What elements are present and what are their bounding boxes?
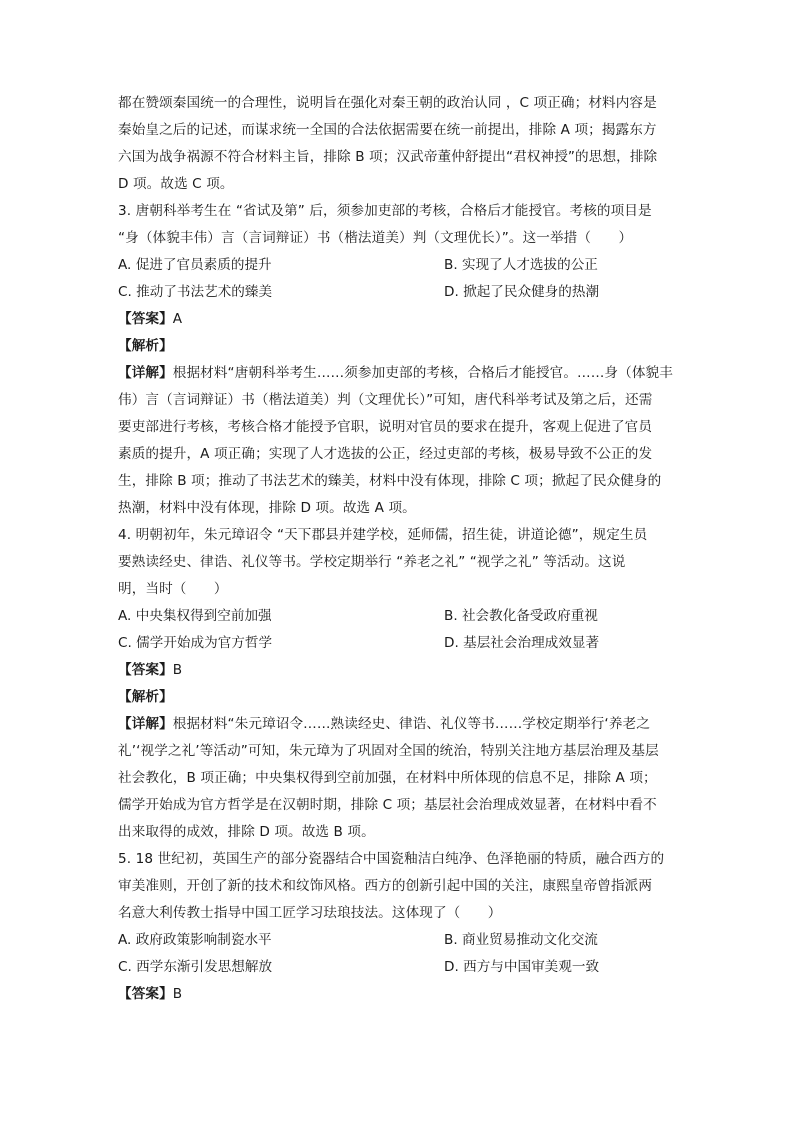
option-c: C. 儒学开始成为官方哲学: [118, 635, 273, 651]
question-5-options-row: [118, 954, 678, 981]
text-line: 都在赞颂秦国统一的合理性，说明旨在强化对秦王朝的政治认同 ，C 项正确；材料内容是: [118, 95, 657, 111]
option-a: A. 政府政策影响制瓷水平: [118, 932, 272, 948]
detail-line: 素质的提升，A 项正确；实现了人才选拔的公正，经过吏部的考核，极易导致不公正的发: [118, 446, 653, 462]
question-5-stem: 名意大利传教士指导中国工匠学习珐琅技法。这体现了（ ）: [118, 905, 502, 921]
answer-line: [118, 657, 678, 684]
detail-line: [118, 360, 678, 387]
detail-line: 儒学开始成为官方哲学是在汉朝时期，排除 C 项；基层社会治理成效显著，在材料中看不: [118, 797, 657, 813]
question-4-options-row: [118, 630, 678, 657]
answer-tag: 【答案】: [118, 311, 173, 327]
text-line: 六国为战争祸源不符合材料主旨，排除 B 项；汉武帝董仲舒提出“君权神授”的思想，排除: [118, 149, 658, 165]
answer-value: A: [172, 311, 183, 327]
answer-line: [118, 306, 678, 333]
text-line: 秦始皇之后的记述，而谋求统一全国的合法依据需要在统一前提出，排除 A 项；揭露东方: [118, 122, 657, 138]
analysis-tag: 【解析】: [118, 338, 173, 354]
document-content: [118, 90, 678, 1008]
option-a: A. 中央集权得到空前加强: [118, 608, 272, 624]
answer-value: B: [172, 662, 183, 678]
detail-text: 根据材料“唐朝科举考生……须参加吏部的考核，合格后才能授官。……身（体貌丰: [172, 365, 673, 381]
detail-line: 礼’‘视学之礼’等活动”可知，朱元璋为了巩固对全国的统治，特别关注地方基层治理及基层: [118, 743, 659, 759]
option-d: D. 掀起了民众健身的热潮: [444, 284, 600, 300]
answer-tag: 【答案】: [118, 986, 173, 1002]
option-c: C. 西学东渐引发思想解放: [118, 959, 273, 975]
option-d: D. 西方与中国审美观一致: [444, 959, 600, 975]
question-5-stem: 审美准则，开创了新的技术和纹饰风格。西方的创新引起中国的关注，康熙皇帝曾指派两: [118, 878, 653, 894]
detail-line: 社会教化，B 项正确；中央集权得到空前加强，在材料中所体现的信息不足，排除 A 项；: [118, 770, 657, 786]
option-d: D. 基层社会治理成效显著: [444, 635, 600, 651]
question-4-options-row: [118, 603, 678, 630]
detail-tag: 【详解】: [118, 365, 173, 381]
detail-line: 生，排除 B 项；推动了书法艺术的臻美，材料中没有体现，排除 C 项；掀起了民众健身的: [118, 473, 662, 489]
question-5-stem: 5. 18 世纪初，英国生产的部分瓷器结合中国瓷釉洁白纯净、色泽艳丽的特质，融合西方的: [118, 851, 665, 867]
option-b: B. 社会教化备受政府重视: [444, 608, 598, 624]
text-line: D 项。故选 C 项。: [118, 176, 234, 192]
answer-value: B: [172, 986, 183, 1002]
question-4-stem: 要熟读经史、律诰、礼仪等书。学校定期举行 “养老之礼” “视学之礼” 等活动。这说: [118, 554, 626, 570]
option-a: A. 促进了官员素质的提升: [118, 257, 272, 273]
question-4-stem: 明，当时（ ）: [118, 581, 228, 597]
question-3-options-row: [118, 279, 678, 306]
detail-line: 出来取得的成效，排除 D 项。故选 B 项。: [118, 824, 375, 840]
detail-line: 热潮，材料中没有体现，排除 D 项。故选 A 项。: [118, 500, 416, 516]
analysis-tag: 【解析】: [118, 689, 173, 705]
question-3-options-row: [118, 252, 678, 279]
analysis-line: [118, 684, 678, 711]
question-5-options-row: [118, 927, 678, 954]
option-c: C. 推动了书法艺术的臻美: [118, 284, 273, 300]
detail-line: [118, 711, 678, 738]
detail-tag: 【详解】: [118, 716, 173, 732]
question-3-stem: “身（体貌丰伟）言（言词辩证）书（楷法道美）判（文理优长）”。这一举措（ ）: [118, 230, 633, 246]
option-b: B. 商业贸易推动文化交流: [444, 932, 598, 948]
answer-tag: 【答案】: [118, 662, 173, 678]
detail-line: 要吏部进行考核，考核合格才能授予官职，说明对官员的要求在提升，客观上促进了官员: [118, 419, 653, 435]
question-4-stem: 4. 明朝初年，朱元璋诏令 “天下郡县并建学校，延师儒，招生徒，讲道论德”，规定生员: [118, 527, 648, 543]
answer-line: [118, 981, 678, 1008]
option-b: B. 实现了人才选拔的公正: [444, 257, 598, 273]
detail-line: 伟）言（言词辩证）书（楷法道美）判（文理优长）”可知，唐代科举考试及第之后，还需: [118, 392, 653, 408]
question-3-stem: 3. 唐朝科举考生在 “省试及第” 后，须参加吏部的考核，合格后才能授官。考核的项目是: [118, 203, 652, 219]
detail-text: 根据材料“朱元璋诏令……熟读经史、律诰、礼仪等书……学校定期举行‘养老之: [172, 716, 650, 732]
analysis-line: [118, 333, 678, 360]
